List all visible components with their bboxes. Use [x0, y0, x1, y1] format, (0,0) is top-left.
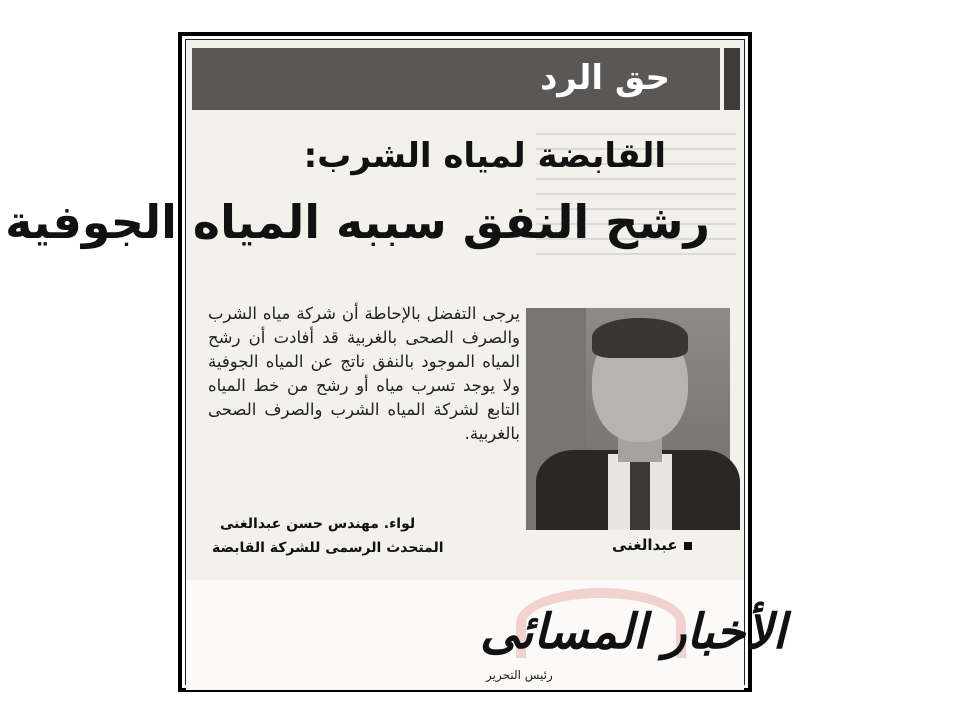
- newspaper-clipping: [5, 32, 786, 692]
- signature-title: المتحدث الرسمى للشركة القابضة: [212, 540, 444, 556]
- signature-name: لواء. مهندس حسن عبدالغنى: [220, 516, 416, 532]
- headline-kicker: القابضة لمياه الشرب:: [303, 136, 666, 176]
- newspaper-logo: الأخبار المسائى: [480, 604, 786, 660]
- bullet-square-icon: [684, 542, 692, 550]
- banner-edge: [724, 48, 740, 110]
- section-title: حق الرد: [539, 58, 670, 98]
- footer-cut-text: رئيس التحرير: [486, 668, 553, 682]
- article-body: يرجى التفضل بالإحاطة أن شركة مياه الشرب والصرف الصحى بالغربية قد أفادت أن رشح المياه الموجود بالنفق ناتج عن المياه الجوفية ولا يوجد تسرب مياه أو رشح من خط المياه التابع لشركة المياه الشرب والصرف الصحى بالغربية.: [208, 304, 520, 443]
- section-banner: [192, 48, 720, 110]
- portrait-photo: [526, 308, 730, 530]
- clipping-paper: [5, 39, 786, 685]
- headline-main: رشح النفق سببه المياه الجوفية: [5, 195, 710, 249]
- photo-caption: عبدالغنى: [612, 536, 692, 554]
